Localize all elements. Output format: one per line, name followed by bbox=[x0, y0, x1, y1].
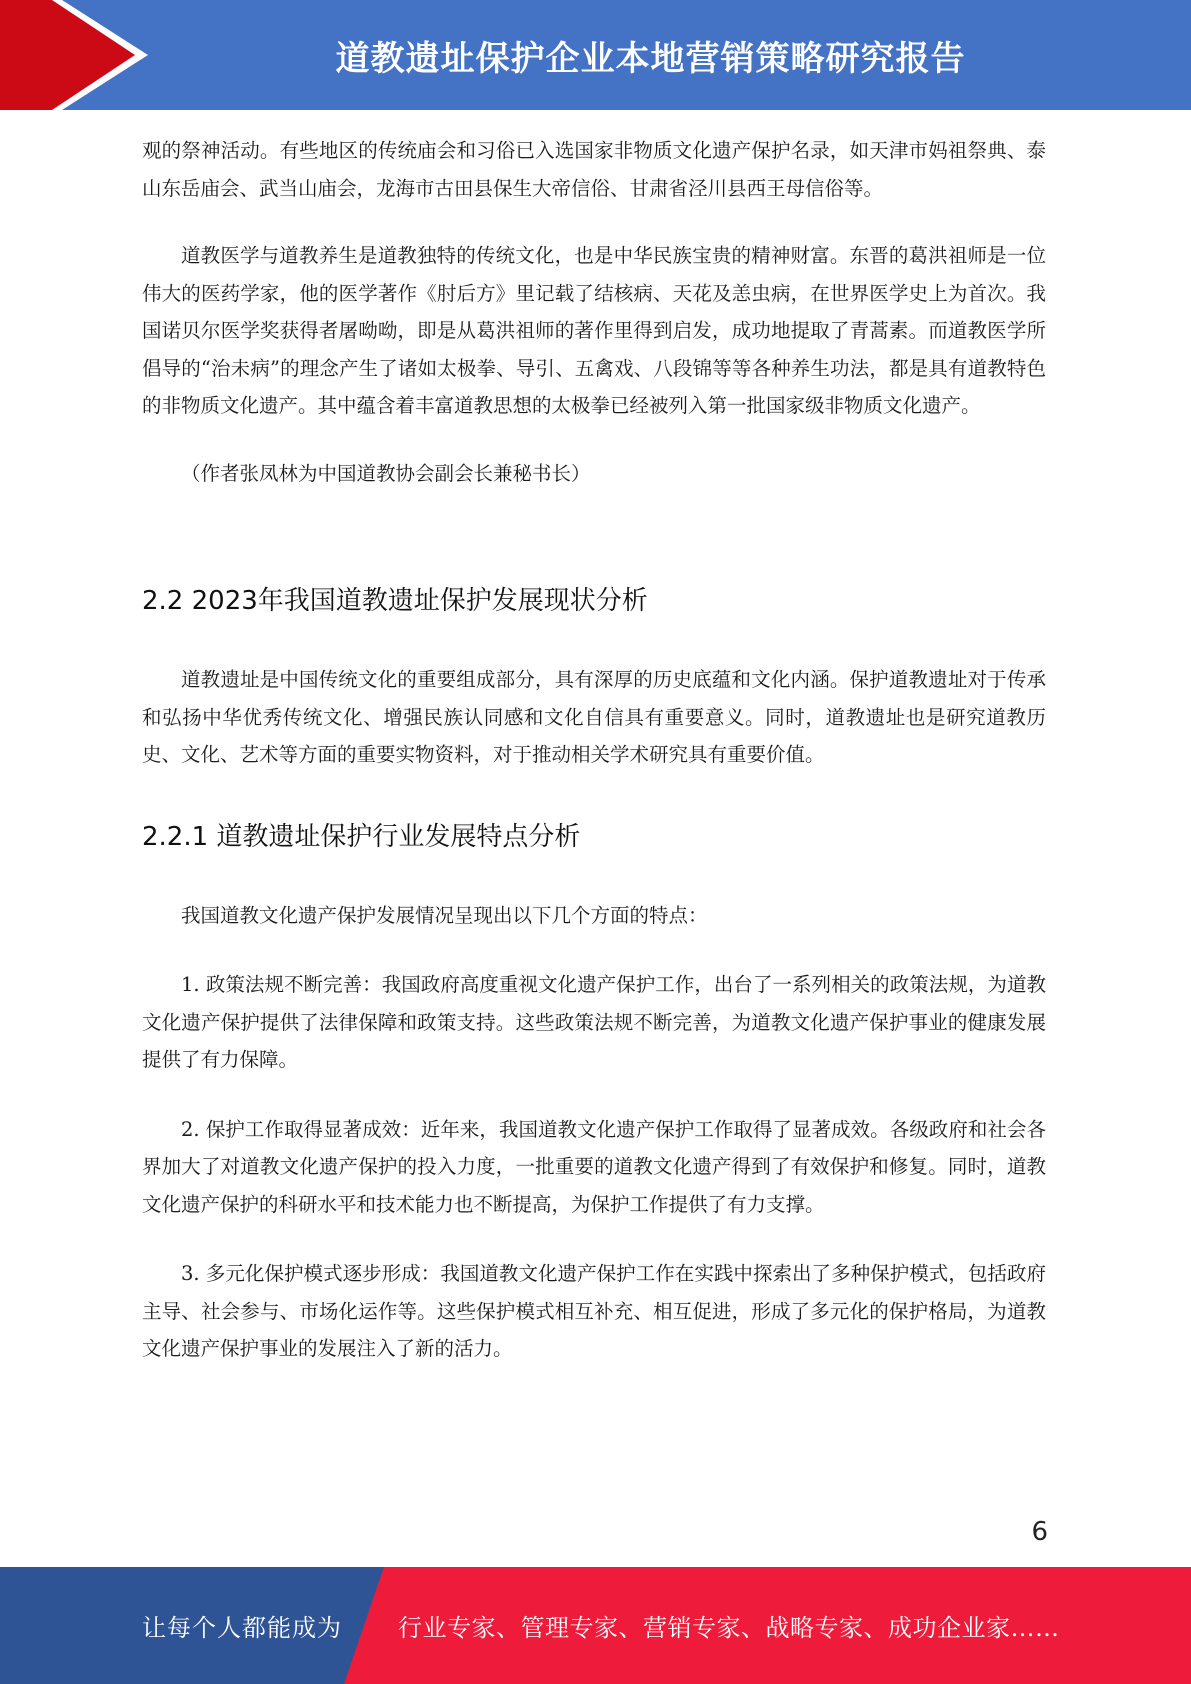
paragraph-taoist-medicine: 道教医学与道教养生是道教独特的传统文化，也是中华民族宝贵的精神财富。东晋的葛洪祖师是一位伟大的医药学家，他的医学著作《肘后方》里记载了结核病、天花及恙虫病，在世界医学史上为首次。我国诺贝尔医学奖获得者屠呦呦，即是从葛洪祖师的著作里得到启发，成功地提取了青蒿素。而道教医学所倡导的“治未病”的理念产生了诸如太极拳、导引、五禽戏、八段锦等等各种养生功法，都是具有道教特色的非物质文化遗产。其中蕴含着丰富道教思想的太极拳已经被列入第一批国家级非物质文化遗产。 bbox=[142, 244, 1046, 417]
report-title: 道教遗址保护企业本地营销策略研究报告 bbox=[335, 38, 966, 79]
author-note: （作者张凤林为中国道教协会副会长兼秘书长） bbox=[181, 461, 591, 485]
paragraph-characteristics-intro: 我国道教文化遗产保护发展情况呈现出以下几个方面的特点： bbox=[181, 903, 708, 927]
page-footer bbox=[0, 1567, 1191, 1684]
page-header bbox=[0, 0, 1191, 110]
paragraph-site-importance: 道教遗址是中国传统文化的重要组成部分，具有深厚的历史底蕴和文化内涵。保护道教遗址对于传承和弘扬中华优秀传统文化、增强民族认同感和文化自信具有重要意义。同时，道教遗址也是研究道教历史、文化、艺术等方面的重要实物资料，对于推动相关学术研究具有重要价值。 bbox=[142, 668, 1046, 766]
list-item-achievements: 2. 保护工作取得显著成效：近年来，我国道教文化遗产保护工作取得了显著成效。各级政府和社会各界加大了对道教文化遗产保护的投入力度，一批重要的道教文化遗产得到了有效保护和修复。同时，道教文化遗产保护的科研水平和技术能力也不断提高，为保护工作提供了有力支撑。 bbox=[142, 1117, 1046, 1216]
section-heading-2-2: 2.2 2023年我国道教遗址保护发展现状分析 bbox=[142, 586, 648, 616]
section-heading-2-2-1: 2.2.1 道教遗址保护行业发展特点分析 bbox=[142, 821, 581, 852]
list-item-policy: 1. 政策法规不断完善：我国政府高度重视文化遗产保护工作，出台了一系列相关的政策法规，为道教文化遗产保护提供了法律保障和政策支持。这些政策法规不断完善，为道教文化遗产保护事业的健康发展提供了有力保障。 bbox=[142, 973, 1046, 1071]
header-arrow-decoration bbox=[0, 0, 160, 110]
paragraph-continued: 观的祭神活动。有些地区的传统庙会和习俗已入选国家非物质文化遗产保护名录，如天津市妈祖祭典、泰山东岳庙会、武当山庙会，龙海市古田县保生大帝信俗、甘肃省泾川县西王母信俗等。 bbox=[142, 139, 1046, 200]
footer-slogan-left: 让每个人都能成为 bbox=[142, 1614, 342, 1642]
list-item-diverse-models: 3. 多元化保护模式逐步形成：我国道教文化遗产保护工作在实践中探索出了多种保护模式，包括政府主导、社会参与、市场化运作等。这些保护模式相互补充、相互促进，形成了多元化的保护格局，为道教文化遗产保护事业的发展注入了新的活力。 bbox=[142, 1262, 1046, 1360]
footer-slogan-right: 行业专家、管理专家、营销专家、战略专家、成功企业家…… bbox=[398, 1614, 1060, 1642]
page-number: 6 bbox=[1031, 1517, 1048, 1547]
page-content bbox=[142, 132, 1046, 1368]
